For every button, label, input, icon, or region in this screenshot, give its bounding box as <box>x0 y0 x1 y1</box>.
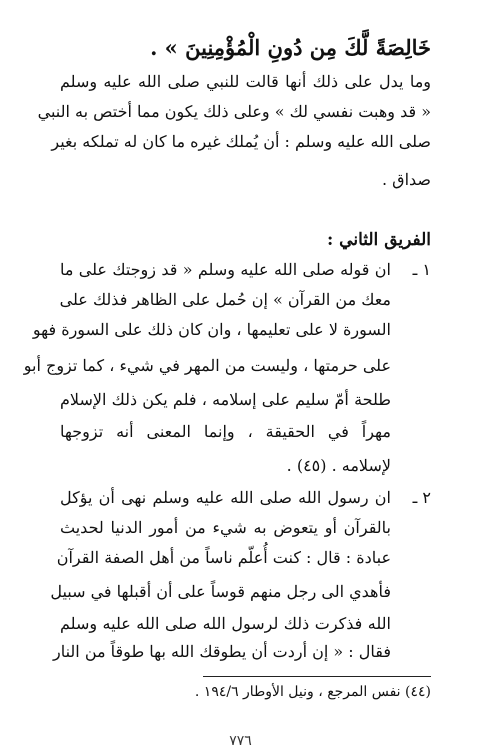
footnote: (٤٤) نفس المرجع ، ونيل الأوطار ١٩٤/٦ . <box>194 684 431 700</box>
item-2-line-6: فقال : « إن أردت أن يطوقك الله بها طوقاً من النار <box>52 642 391 661</box>
item-1-line-4: على حرمتها ، وليست من المهر في شيء ، كما تزوج أبو <box>23 356 391 375</box>
intro-line-4: صداق . <box>381 170 431 189</box>
item-2-line-2: بالقرآن أو يتعوض به شيء من أمور الدنيا لحديث <box>60 518 391 537</box>
item-1-line-6: مهراً في الحقيقة ، وإنما المعنى أنه تزوجها <box>60 422 391 441</box>
item-1-line-2: معك من القرآن » إن حُمل على الظاهر فذلك على <box>59 290 391 309</box>
item-1-line-5: طلحة أمّ سليم على إسلامه ، فلم يكن ذلك الإسلام <box>60 390 391 409</box>
section-heading: الفريق الثاني : <box>326 230 431 250</box>
page-number: ٧٧٦ <box>229 733 252 749</box>
item-2-line-4: فأهدي الى رجل منهم قوساً على أن أقبلها في سبيل <box>50 582 391 601</box>
item-1-number: ١ ـ <box>412 260 431 279</box>
item-1-line-3: السورة لا على تعليمها ، وان كان ذلك على السورة فهو <box>32 320 391 339</box>
item-1-line-1: ان قوله صلى الله عليه وسلم « قد زوجتك على ما <box>60 260 391 279</box>
quran-verse-fragment: خَالِصَةً لَّكَ مِن دُونِ الْمُؤْمِنِينَ » . <box>150 35 431 60</box>
footnote-rule <box>203 676 431 677</box>
item-2-line-3: عبادة : قال : كنت أُعلّم ناساً من أهل الصفة القرآن <box>56 548 391 567</box>
item-2-line-1: ان رسول الله صلى الله عليه وسلم نهى أن يؤكل <box>60 488 391 507</box>
item-2-line-5: الله فذكرت ذلك لرسول الله صلى الله عليه وسلم <box>60 614 391 633</box>
intro-line-1: وما يدل على ذلك أنها قالت للنبي صلى الله عليه وسلم <box>60 72 431 91</box>
intro-line-2: « قد وهبت نفسي لك » وعلى ذلك يكون مما أختص به النبي <box>37 102 431 121</box>
item-2-number: ٢ ـ <box>412 488 431 507</box>
item-1-line-7: لإسلامه . (٤٥) . <box>286 456 391 475</box>
intro-line-3: صلى الله عليه وسلم : أن يُملك غيره ما كان له تملكه بغير <box>51 132 431 151</box>
